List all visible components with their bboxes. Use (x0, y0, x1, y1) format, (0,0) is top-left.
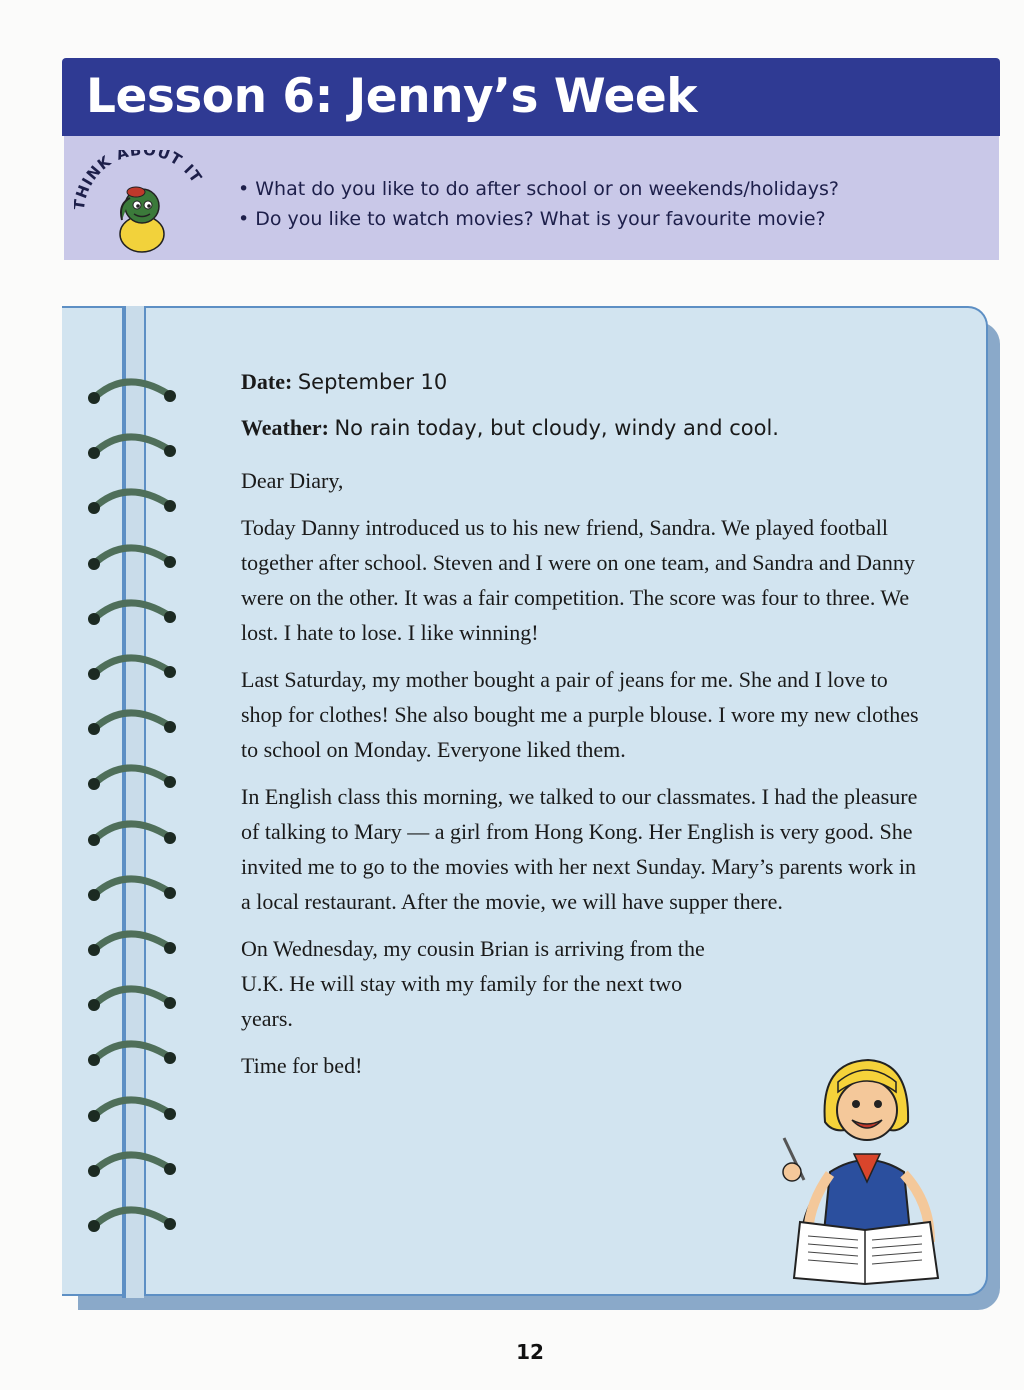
lesson-header (62, 58, 1000, 136)
spiral-ring-icon (86, 372, 182, 412)
think-about-it-label: HINK ABOUT IT (74, 150, 206, 201)
lesson-title: Lesson 6: Jenny’s Week (86, 69, 698, 124)
diary-closing: Time for bed! (241, 1053, 363, 1078)
weather-label: Weather: (241, 415, 329, 440)
thinking-frog-icon (74, 150, 214, 260)
spiral-ring-icon (86, 538, 182, 578)
spiral-ring-icon (86, 979, 182, 1019)
date-value: September 10 (297, 370, 448, 394)
spiral-ring-icon (86, 593, 182, 633)
spiral-ring-icon (86, 924, 182, 964)
spiral-ring-icon (86, 427, 182, 467)
spiral-ring-icon (86, 648, 182, 688)
diary-paragraph-3: In English class this morning, we talked to our classmates. I had the pleasure of talking to Mary — a girl from Hong Kong. Her English is very good. She invited me to go to the movies with her next Sunday. Mary’s parents work in a local restaurant. After the movie, we will have supper there. (241, 784, 918, 914)
spiral-ring-icon (86, 814, 182, 854)
spiral-ring-icon (86, 869, 182, 909)
date-label: Date: (241, 369, 293, 394)
think-about-it-badge (74, 150, 214, 264)
spiral-ring-icon (86, 1200, 182, 1240)
spiral-ring-icon (86, 758, 182, 798)
date-line (241, 365, 931, 411)
diary-paragraph-2: Last Saturday, my mother bought a pair of jeans for me. She and I love to shop for clothes! She also bought me a purple blouse. I wore my new clothes to school on Monday. Everyone liked them. (241, 667, 919, 762)
diary-greeting: Dear Diary, (241, 468, 344, 493)
spiral-ring-icon (86, 1090, 182, 1130)
spiral-ring-icon (86, 1034, 182, 1074)
jenny-reading-icon (770, 1052, 960, 1296)
weather-value: No rain today, but cloudy, windy and cool. (334, 416, 779, 440)
spiral-ring-icon (86, 703, 182, 743)
diary-paragraph-1: Today Danny introduced us to his new friend, Sandra. We played football together after school. Steven and I were on one team, and Sandra and Danny were on the other. It was a fair competition. The score was four to three. We lost. I hate to lose. I like winning! (241, 515, 915, 645)
think-question-2: • Do you like to watch movies? What is your favourite movie? (238, 208, 826, 230)
page-number: 12 (516, 1340, 544, 1364)
think-question-1: • What do you like to do after school or on weekends/holidays? (238, 178, 839, 200)
spiral-ring-icon (86, 1145, 182, 1185)
diary-paragraph-4: On Wednesday, my cousin Brian is arriving from the U.K. He will stay with my family for the next two years. (241, 936, 705, 1031)
diary-entry (241, 365, 931, 1095)
spiral-ring-icon (86, 482, 182, 522)
weather-line (241, 411, 931, 457)
